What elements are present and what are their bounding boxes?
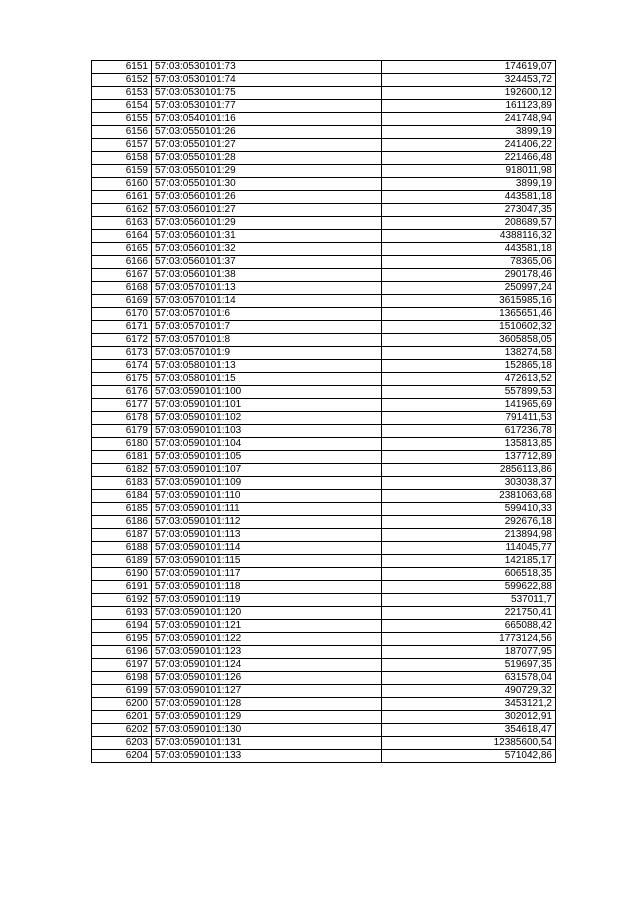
row-number-cell: 6177: [92, 399, 152, 412]
value-cell: 3899,19: [382, 126, 556, 139]
cadastral-number-cell: 57:03:0570101:6: [152, 308, 382, 321]
row-number-cell: 6187: [92, 529, 152, 542]
cadastral-number-cell: 57:03:0550101:27: [152, 139, 382, 152]
row-number-cell: 6195: [92, 633, 152, 646]
table-row: [92, 74, 556, 87]
table-row: [92, 659, 556, 672]
row-number-cell: 6175: [92, 373, 152, 386]
table-row: [92, 412, 556, 425]
cadastral-number-cell: 57:03:0560101:27: [152, 204, 382, 217]
value-cell: 3615985,16: [382, 295, 556, 308]
cadastral-number-cell: 57:03:0590101:105: [152, 451, 382, 464]
table-row: [92, 646, 556, 659]
row-number-cell: 6155: [92, 113, 152, 126]
value-cell: 665088,42: [382, 620, 556, 633]
table-row: [92, 724, 556, 737]
cadastral-number-cell: 57:03:0590101:120: [152, 607, 382, 620]
cadastral-value-table: [91, 60, 556, 763]
row-number-cell: 6154: [92, 100, 152, 113]
value-cell: 302012,91: [382, 711, 556, 724]
row-number-cell: 6179: [92, 425, 152, 438]
table-row: [92, 555, 556, 568]
cadastral-number-cell: 57:03:0590101:109: [152, 477, 382, 490]
value-cell: 490729,32: [382, 685, 556, 698]
value-cell: 213894,98: [382, 529, 556, 542]
table-row: [92, 373, 556, 386]
table-row: [92, 490, 556, 503]
table-row: [92, 269, 556, 282]
row-number-cell: 6161: [92, 191, 152, 204]
value-cell: 571042,86: [382, 750, 556, 763]
cadastral-number-cell: 57:03:0530101:77: [152, 100, 382, 113]
value-cell: 250997,24: [382, 282, 556, 295]
row-number-cell: 6196: [92, 646, 152, 659]
cadastral-number-cell: 57:03:0590101:128: [152, 698, 382, 711]
value-cell: 142185,17: [382, 555, 556, 568]
row-number-cell: 6167: [92, 269, 152, 282]
row-number-cell: 6162: [92, 204, 152, 217]
table-row: [92, 672, 556, 685]
value-cell: 174619,07: [382, 61, 556, 74]
table-row: [92, 308, 556, 321]
row-number-cell: 6184: [92, 490, 152, 503]
cadastral-number-cell: 57:03:0590101:130: [152, 724, 382, 737]
row-number-cell: 6180: [92, 438, 152, 451]
value-cell: 152865,18: [382, 360, 556, 373]
table-row: [92, 711, 556, 724]
table-row: [92, 321, 556, 334]
value-cell: 221750,41: [382, 607, 556, 620]
cadastral-number-cell: 57:03:0560101:37: [152, 256, 382, 269]
row-number-cell: 6189: [92, 555, 152, 568]
row-number-cell: 6197: [92, 659, 152, 672]
row-number-cell: 6153: [92, 87, 152, 100]
cadastral-number-cell: 57:03:0590101:127: [152, 685, 382, 698]
cadastral-number-cell: 57:03:0550101:30: [152, 178, 382, 191]
value-cell: 12385600,54: [382, 737, 556, 750]
value-cell: 78365,06: [382, 256, 556, 269]
value-cell: 599410,33: [382, 503, 556, 516]
cadastral-number-cell: 57:03:0560101:32: [152, 243, 382, 256]
value-cell: 3453121,2: [382, 698, 556, 711]
table-row: [92, 243, 556, 256]
table-row: [92, 334, 556, 347]
cadastral-number-cell: 57:03:0590101:100: [152, 386, 382, 399]
row-number-cell: 6204: [92, 750, 152, 763]
table-row: [92, 737, 556, 750]
table-row: [92, 386, 556, 399]
table-row: [92, 165, 556, 178]
row-number-cell: 6163: [92, 217, 152, 230]
value-cell: 3899,19: [382, 178, 556, 191]
cadastral-number-cell: 57:03:0580101:13: [152, 360, 382, 373]
row-number-cell: 6192: [92, 594, 152, 607]
row-number-cell: 6182: [92, 464, 152, 477]
row-number-cell: 6169: [92, 295, 152, 308]
value-cell: 290178,46: [382, 269, 556, 282]
cadastral-number-cell: 57:03:0560101:31: [152, 230, 382, 243]
cadastral-number-cell: 57:03:0530101:74: [152, 74, 382, 87]
cadastral-number-cell: 57:03:0590101:112: [152, 516, 382, 529]
value-cell: 161123,89: [382, 100, 556, 113]
table-row: [92, 399, 556, 412]
value-cell: 241748,94: [382, 113, 556, 126]
row-number-cell: 6183: [92, 477, 152, 490]
row-number-cell: 6156: [92, 126, 152, 139]
value-cell: 3605858,05: [382, 334, 556, 347]
row-number-cell: 6170: [92, 308, 152, 321]
cadastral-number-cell: 57:03:0560101:26: [152, 191, 382, 204]
table-row: [92, 113, 556, 126]
row-number-cell: 6174: [92, 360, 152, 373]
cadastral-number-cell: 57:03:0590101:114: [152, 542, 382, 555]
value-cell: 472613,52: [382, 373, 556, 386]
value-cell: 519697,35: [382, 659, 556, 672]
row-number-cell: 6199: [92, 685, 152, 698]
row-number-cell: 6193: [92, 607, 152, 620]
value-cell: 4388116,32: [382, 230, 556, 243]
table-row: [92, 516, 556, 529]
row-number-cell: 6168: [92, 282, 152, 295]
table-row: [92, 178, 556, 191]
cadastral-number-cell: 57:03:0590101:121: [152, 620, 382, 633]
cadastral-number-cell: 57:03:0590101:117: [152, 568, 382, 581]
table-row: [92, 282, 556, 295]
row-number-cell: 6186: [92, 516, 152, 529]
value-cell: 135813,85: [382, 438, 556, 451]
table-row: [92, 477, 556, 490]
table-row: [92, 204, 556, 217]
value-cell: 208689,57: [382, 217, 556, 230]
row-number-cell: 6201: [92, 711, 152, 724]
table-row: [92, 542, 556, 555]
table-row: [92, 191, 556, 204]
cadastral-number-cell: 57:03:0590101:119: [152, 594, 382, 607]
table-row: [92, 529, 556, 542]
cadastral-number-cell: 57:03:0590101:107: [152, 464, 382, 477]
value-cell: 606518,35: [382, 568, 556, 581]
row-number-cell: 6178: [92, 412, 152, 425]
table-row: [92, 217, 556, 230]
row-number-cell: 6157: [92, 139, 152, 152]
row-number-cell: 6166: [92, 256, 152, 269]
row-number-cell: 6160: [92, 178, 152, 191]
table-row: [92, 360, 556, 373]
table-row: [92, 451, 556, 464]
cadastral-number-cell: 57:03:0590101:133: [152, 750, 382, 763]
cadastral-number-cell: 57:03:0550101:29: [152, 165, 382, 178]
cadastral-number-cell: 57:03:0590101:104: [152, 438, 382, 451]
cadastral-number-cell: 57:03:0580101:15: [152, 373, 382, 386]
value-cell: 303038,37: [382, 477, 556, 490]
document-page: [91, 60, 555, 763]
table-row: [92, 685, 556, 698]
table-row: [92, 61, 556, 74]
cadastral-number-cell: 57:03:0590101:115: [152, 555, 382, 568]
cadastral-number-cell: 57:03:0570101:9: [152, 347, 382, 360]
table-row: [92, 347, 556, 360]
cadastral-number-cell: 57:03:0590101:129: [152, 711, 382, 724]
value-cell: 791411,53: [382, 412, 556, 425]
row-number-cell: 6190: [92, 568, 152, 581]
value-cell: 221466,48: [382, 152, 556, 165]
cadastral-number-cell: 57:03:0590101:113: [152, 529, 382, 542]
cadastral-number-cell: 57:03:0590101:126: [152, 672, 382, 685]
value-cell: 241406,22: [382, 139, 556, 152]
row-number-cell: 6191: [92, 581, 152, 594]
row-number-cell: 6172: [92, 334, 152, 347]
value-cell: 324453,72: [382, 74, 556, 87]
table-row: [92, 607, 556, 620]
cadastral-number-cell: 57:03:0590101:123: [152, 646, 382, 659]
table-row: [92, 438, 556, 451]
table-row: [92, 152, 556, 165]
cadastral-number-cell: 57:03:0530101:73: [152, 61, 382, 74]
table-row: [92, 594, 556, 607]
cadastral-number-cell: 57:03:0570101:14: [152, 295, 382, 308]
row-number-cell: 6194: [92, 620, 152, 633]
table-row: [92, 230, 556, 243]
value-cell: 443581,18: [382, 191, 556, 204]
row-number-cell: 6188: [92, 542, 152, 555]
cadastral-number-cell: 57:03:0570101:7: [152, 321, 382, 334]
table-row: [92, 633, 556, 646]
value-cell: 2381063,68: [382, 490, 556, 503]
row-number-cell: 6151: [92, 61, 152, 74]
cadastral-number-cell: 57:03:0560101:38: [152, 269, 382, 282]
table-row: [92, 581, 556, 594]
value-cell: 599622,88: [382, 581, 556, 594]
cadastral-number-cell: 57:03:0590101:124: [152, 659, 382, 672]
value-cell: 1365651,46: [382, 308, 556, 321]
cadastral-number-cell: 57:03:0530101:75: [152, 87, 382, 100]
table-row: [92, 295, 556, 308]
cadastral-number-cell: 57:03:0540101:16: [152, 113, 382, 126]
value-cell: 354618,47: [382, 724, 556, 737]
table-row: [92, 100, 556, 113]
value-cell: 918011,98: [382, 165, 556, 178]
value-cell: 2856113,86: [382, 464, 556, 477]
row-number-cell: 6171: [92, 321, 152, 334]
cadastral-number-cell: 57:03:0590101:103: [152, 425, 382, 438]
value-cell: 141965,69: [382, 399, 556, 412]
row-number-cell: 6164: [92, 230, 152, 243]
value-cell: 192600,12: [382, 87, 556, 100]
cadastral-number-cell: 57:03:0590101:102: [152, 412, 382, 425]
value-cell: 187077,95: [382, 646, 556, 659]
table-body: [92, 61, 556, 763]
value-cell: 617236,78: [382, 425, 556, 438]
row-number-cell: 6203: [92, 737, 152, 750]
value-cell: 292676,18: [382, 516, 556, 529]
row-number-cell: 6200: [92, 698, 152, 711]
cadastral-number-cell: 57:03:0550101:28: [152, 152, 382, 165]
value-cell: 114045,77: [382, 542, 556, 555]
cadastral-number-cell: 57:03:0590101:122: [152, 633, 382, 646]
cadastral-number-cell: 57:03:0590101:118: [152, 581, 382, 594]
value-cell: 137712,89: [382, 451, 556, 464]
value-cell: 1773124,56: [382, 633, 556, 646]
table-row: [92, 750, 556, 763]
row-number-cell: 6152: [92, 74, 152, 87]
table-row: [92, 256, 556, 269]
row-number-cell: 6165: [92, 243, 152, 256]
value-cell: 557899,53: [382, 386, 556, 399]
value-cell: 1510602,32: [382, 321, 556, 334]
cadastral-number-cell: 57:03:0590101:131: [152, 737, 382, 750]
table-row: [92, 87, 556, 100]
value-cell: 138274,58: [382, 347, 556, 360]
table-row: [92, 139, 556, 152]
table-row: [92, 464, 556, 477]
row-number-cell: 6173: [92, 347, 152, 360]
cadastral-number-cell: 57:03:0570101:13: [152, 282, 382, 295]
table-row: [92, 568, 556, 581]
row-number-cell: 6185: [92, 503, 152, 516]
row-number-cell: 6198: [92, 672, 152, 685]
cadastral-number-cell: 57:03:0560101:29: [152, 217, 382, 230]
row-number-cell: 6159: [92, 165, 152, 178]
row-number-cell: 6176: [92, 386, 152, 399]
value-cell: 631578,04: [382, 672, 556, 685]
cadastral-number-cell: 57:03:0590101:111: [152, 503, 382, 516]
table-row: [92, 503, 556, 516]
cadastral-number-cell: 57:03:0590101:110: [152, 490, 382, 503]
row-number-cell: 6202: [92, 724, 152, 737]
value-cell: 537011,7: [382, 594, 556, 607]
cadastral-number-cell: 57:03:0570101:8: [152, 334, 382, 347]
cadastral-number-cell: 57:03:0550101:26: [152, 126, 382, 139]
value-cell: 273047,35: [382, 204, 556, 217]
table-row: [92, 126, 556, 139]
table-row: [92, 425, 556, 438]
cadastral-number-cell: 57:03:0590101:101: [152, 399, 382, 412]
table-row: [92, 698, 556, 711]
row-number-cell: 6181: [92, 451, 152, 464]
value-cell: 443581,18: [382, 243, 556, 256]
row-number-cell: 6158: [92, 152, 152, 165]
table-row: [92, 620, 556, 633]
